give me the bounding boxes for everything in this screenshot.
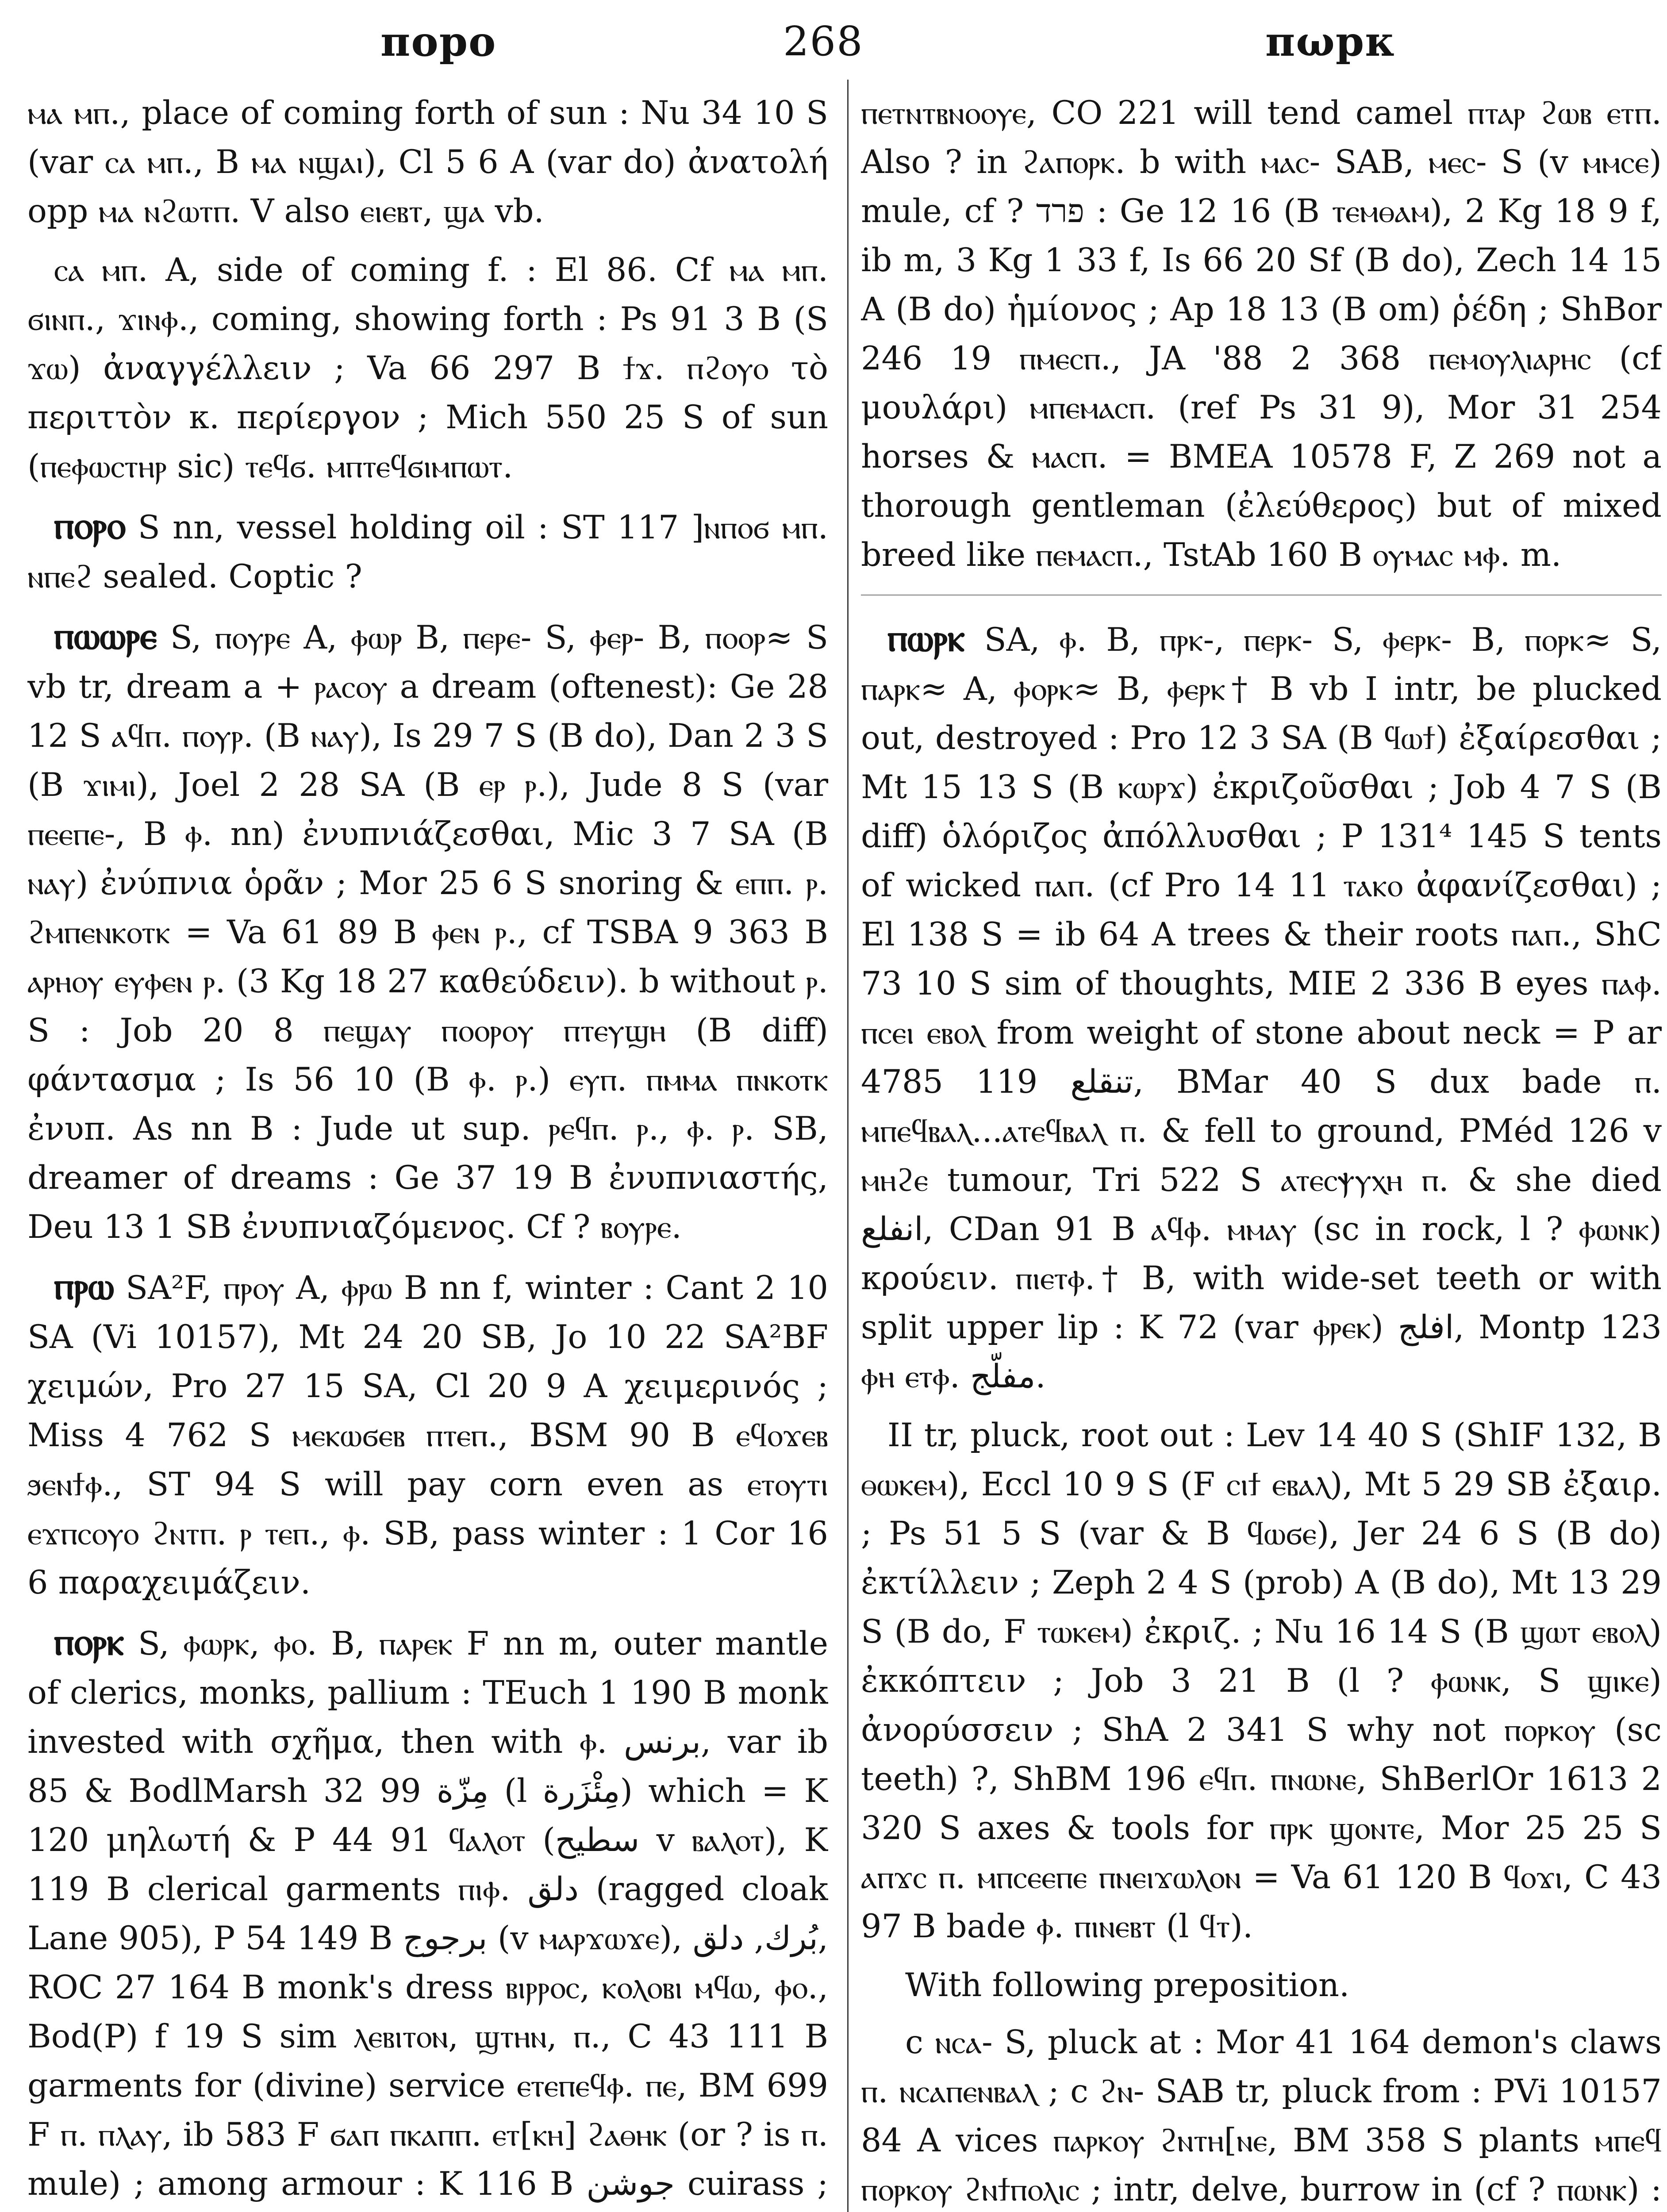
dictionary-entry	[861, 2018, 1662, 2212]
entry-text: S, ⲡⲟⲩⲣⲉ A, ⲫⲱⲣ B, ⲡⲉⲣⲉ- S, ⲫⲉⲣ- B, ⲡⲟⲟⲣ≈ S vb tr, dream a + ⲣⲁⲥⲟⲩ a dream (oftenest): Ge 28 12 S ⲁϥⲡ. ⲡⲟⲩⲣ. (B ⲛⲁⲩ), Is 29 7 S (B do), Dan 2 3 S (B ϫⲓⲙⲓ), Joel 2 28 SA (B ⲉⲣ ⲣ.), Jude 8 S (var ⲡⲉⲉⲡⲉ-, B ⲫ. nn) ἐνυπνιάζεσθαι, Mic 3 7 SA (B ⲛⲁⲩ) ἐνύπνια ὁρᾶν ; Mor 25 6 S snoring & ⲉⲡⲡ. ⲣ. ϩⲙⲡⲉⲛⲕⲟⲧⲕ = Va 61 89 B ⲫⲉⲛ ⲣ., cf TSBA 9 363 B ⲁⲣⲏⲟⲩ ⲉⲩⲫⲉⲛ ⲣ. (3 Kg 18 27 καθεύδειν). b without ⲣ. S : Job 20 8 ⲡⲉϣⲁⲩ ⲡⲟⲟⲣⲟⲩ ⲡⲧⲉⲩϣⲏ (B diff) φάντασμα ; Is 56 10 (B ⲫ. ⲣ.) ⲉⲩⲡ. ⲡⲙⲙⲁ ⲡⲛⲕⲟⲧⲕ ἐνυπ. As nn B : Jude ut sup. ⲣⲉϥⲡ. ⲣ., ⲫ. ⲣ. SB, dreamer of dreams : Ge 37 19 B ἐνυπνιαστής, Deu 13 1 SB ἐνυπνιαζόμενος. Cf ? ⲃⲟⲩⲣⲉ.	[27, 619, 828, 1246]
entry-text: ⲥⲁ ⲙⲡ. A, side of coming f. : El 86. Cf ⲙⲁ ⲙⲡ. ϭⲓⲛⲡ., ϫⲓⲛⲫ., coming, showing forth : Ps 91 3 B (S ϫⲱ) ἀναγγέλλειν ; Va 66 297 B ϯϫ. ⲡϩⲟⲩⲟ τὸ περιττὸν κ. περίεργον ; Mich 550 25 S of sun (ⲡⲉⲫⲱⲥⲧⲏⲣ sic) ⲧⲉϥϭ. ⲙⲡⲧⲉϥϭⲓⲙⲡⲱⲧ.	[27, 251, 828, 485]
entry-headword: ⲡⲱⲣⲕ	[887, 615, 965, 660]
column-divider	[847, 80, 849, 2212]
dictionary-entry	[27, 246, 828, 491]
dictionary-entry	[27, 1617, 828, 2212]
page-number: 268	[783, 18, 864, 65]
entry-headword: ⲡⲱⲱⲣⲉ	[54, 613, 157, 658]
entry-text: With following preposition.	[905, 1966, 1350, 2004]
entry-text: ⲙⲁ ⲙⲡ., place of coming forth of sun : Nu 34 10 S (var ⲥⲁ ⲙⲡ., B ⲙⲁ ⲛϣⲁⲓ), Cl 5 6 A (var do) ἀνατολή opp ⲙⲁ ⲛϩⲱⲧⲡ. V also ⲉⲓⲉⲃⲧ, ϣⲁ vb.	[27, 94, 828, 230]
running-head-left: ποpo	[380, 18, 497, 65]
left-column	[27, 88, 828, 2212]
dictionary-entry	[27, 611, 828, 1252]
dictionary-entry	[861, 613, 1662, 1401]
dictionary-entry	[861, 1411, 1662, 1951]
entry-text: II tr, pluck, root out : Lev 14 40 S (ShIF 132, B ⲑⲱⲕⲉⲙ), Eccl 10 9 S (F ⲥⲓϯ ⲉⲃⲁⲗ), Mt 5 29 SB ἐξαιρ. ; Ps 51 5 S (var & B ϥⲱϭⲉ), Jer 24 6 S (B do) ἐκτίλλειν ; Zeph 2 4 S (prob) A (B do), Mt 13 29 S (B do, F ⲧⲱⲕⲉⲙ) ἐκριζ. ; Nu 16 14 S (B ϣⲱⲧ ⲉⲃⲟⲗ) ἐκκόπτειν ; Job 3 21 B (l ? ⲫⲱⲛⲕ, S ϣⲓⲕⲉ) ἀνορύσσειν ; ShA 2 341 S why not ⲡⲟⲣⲕⲟⲩ (sc teeth) ?, ShBM 196 ⲉϥⲡ. ⲡⲛⲱⲛⲉ, ShBerlOr 1613 2 320 S axes & tools for ⲡⲣⲕ ϣⲟⲛⲧⲉ, Mor 25 25 S ⲁⲡϫⲥ ⲡ. ⲙⲡⲥⲉⲉⲡⲉ ⲡⲛⲉⲓϫⲱⲗⲟⲛ = Va 61 120 B ϥⲟϫⲓ, C 43 97 B bade ⲫ. ⲡⲓⲛⲉⲃⲧ (l ϥⲧ).	[861, 1417, 1662, 1945]
dictionary-entry	[861, 88, 1662, 580]
dictionary-entry	[861, 1961, 1662, 2010]
entry-headword: ⲡⲟⲣⲟ	[54, 503, 126, 548]
entry-text: ⲡⲉⲧⲛⲧⲃⲛⲟⲟⲩⲉ, CO 221 will tend camel ⲡⲧⲁⲣ ϩⲱⲃ ⲉⲧⲡ. Also ? in ϩⲁⲡⲟⲣⲕ. b with ⲙⲁⲥ- SAB, ⲙⲉⲥ- S (v ⲙⲙⲥⲉ) mule, cf ? פרד : Ge 12 16 (B ⲧⲉⲙⲑⲁⲙ), 2 Kg 18 9 f, ib m, 3 Kg 1 33 f, Is 66 20 Sf (B do), Zech 14 15 A (B do) ἡμίονος ; Ap 18 13 (B om) ῥέδη ; ShBor 246 19 ⲡⲙⲉⲥⲡ., JA '88 2 368 ⲡⲉⲙⲟⲩⲗⲓⲁⲣⲏⲥ (cf μουλάρι) ⲙⲡⲉⲙⲁⲥⲡ. (ref Ps 31 9), Mor 31 254 horses & ⲙⲁⲥⲡ. = BMEA 10578 F, Z 269 not a thorough gentleman (ἐλεύθερος) but of mixed breed like ⲡⲉⲙⲁⲥⲡ., TstAb 160 B ⲟⲩⲙⲁⲥ ⲙⲫ. m.	[861, 94, 1662, 574]
dictionary-entry	[27, 88, 828, 236]
running-head-right: πωpκ	[1265, 18, 1397, 65]
entry-text: SA²F, ⲡⲣⲟⲩ A, ⲫⲣⲱ B nn f, winter : Cant 2 10 SA (Vi 10157), Mt 24 20 SB, Jo 10 22 SA²BF χειμών, Pro 27 15 SA, Cl 20 9 A χειμερινός ; Miss 4 762 S ⲙⲉⲕⲱϭⲉⲃ ⲡⲧⲉⲡ., BSM 90 B ⲉϥⲟϫⲉⲃ ϧⲉⲛϯⲫ., ST 94 S will pay corn even as ⲉⲧⲟⲩⲧⲓ ⲉϫⲡⲥⲟⲩⲟ ϩⲛⲧⲡ. ⲣ ⲧⲉⲡ., ⲫ. SB, pass winter : 1 Cor 16 6 παραχειμάζειν.	[27, 1269, 828, 1601]
right-column	[861, 88, 1662, 2212]
entry-text: S nn, vessel holding oil : ST 117 ]ⲛⲡⲟϭ ⲙⲡ. ⲛⲡⲉϩ sealed. Coptic ?	[27, 509, 828, 595]
entry-text: SA, ⲫ. B, ⲡⲣⲕ-, ⲡⲉⲣⲕ- S, ⲫⲉⲣⲕ- B, ⲡⲟⲣⲕ≈ S, ⲡⲁⲣⲕ≈ A, ⲫⲟⲣⲕ≈ B, ⲫⲉⲣⲕ† B vb I intr, be plucked out, destroyed : Pro 12 3 SA (B ϥⲱϯ) ἐξαίρεσθαι ; Mt 15 13 S (B ⲕⲱⲣϫ) ἐκριζοῦσθαι ; Job 4 7 S (B diff) ὁλόριζος ἀπόλλυσθαι ; P 131⁴ 145 S tents of wicked ⲡⲁⲡ. (cf Pro 14 11 ⲧⲁⲕⲟ ἀφανίζεσθαι) ; El 138 S = ib 64 A trees & their roots ⲡⲁⲡ., ShC 73 10 S sim of thoughts, MIE 2 336 B eyes ⲡⲁⲫ. ⲡⲥⲉⲓ ⲉⲃⲟⲗ from weight of stone about neck = P ar 4785 119 تنقلع, BMar 40 S dux bade ⲡ. ⲙⲡⲉϥⲃⲁⲗ...ⲁⲧⲉϥⲃⲁⲗ ⲡ. & fell to ground, PMéd 126 v ⲙⲏϩⲉ tumour, Tri 522 S ⲁⲧⲉⲥⲯⲩⲭⲏ ⲡ. & she died انفلع, CDan 91 B ⲁϥⲫ. ⲙⲙⲁⲩ (sc in rock, l ? ⲫⲱⲛⲕ) κρούειν. ⲡⲓⲉⲧⲫ.† B, with wide-set teeth or with split upper lip : K 72 (var ⲫⲣⲉⲕ) افلج, Montp 123 ⲫⲏ ⲉⲧⲫ. مفلّج.	[861, 621, 1662, 1395]
entry-text: c ⲛⲥⲁ- S, pluck at : Mor 41 164 demon's claws ⲡ. ⲛⲥⲁⲡⲉⲛⲃⲁⲗ ; c ϩⲛ- SAB tr, pluck from : PVi 10157 84 A vices ⲡⲁⲣⲕⲟⲩ ϩⲛⲧⲏ[ⲛⲉ, BM 358 S plants ⲙⲡⲉϥ ⲡⲟⲣⲕⲟⲩ ϩⲛϯⲡⲟⲗⲓⲥ ; intr, delve, burrow in (cf ? ⲡⲱⲛⲕ) :	[861, 2024, 1662, 2208]
entry-headword: ⲡⲣⲱ	[54, 1263, 114, 1308]
dictionary-entry	[27, 1261, 828, 1607]
dictionary-entry	[27, 501, 828, 601]
entry-headword: ⲡⲟⲣⲕ	[54, 1619, 124, 1664]
entry-text: S, ⲫⲱⲣⲕ, ⲫⲟ. B, ⲡⲁⲣⲉⲕ F nn m, outer mantle of clerics, monks, pallium : TEuch 1 190 B monk invested with σχῆμα, then with ⲫ. برنس, var ib 85 & BodlMarsh 32 99 مِزّة (l مِئْزَرة) which = K 120 μηλωτή & P 44 91 ϥⲁⲗⲟⲧ (سطيح v ⲃⲁⲗⲟⲧ), K 119 B clerical garments ⲡⲓⲫ. دلق (ragged cloak Lane 905), P 54 149 B برجوج (v ⲙⲁⲣϫⲱϫⲉ), بُرك, دلق, ROC 27 164 B monk's dress ⲃⲓⲣⲣⲟⲥ, ⲕⲟⲗⲟⲃⲓ ⲙϥⲱ, ⲫⲟ., Bod(P) f 19 S sim ⲗⲉⲃⲓⲧⲟⲛ, ϣⲧⲏⲛ, ⲡ., C 43 111 B garments for (divine) service ⲉⲧⲉⲡⲉϥⲫ. ⲡⲉ, BM 699 F ⲡ. ⲡⲗⲁⲩ, ib 583 F ϭⲁⲡ ⲡⲕⲁⲡⲡ. ⲉⲧ[ⲕⲏ] ϩⲁⲑⲏⲕ (or ? is ⲡ. mule) ; among armour : K 116 B جوشن cuirass ;	[27, 1625, 828, 2203]
